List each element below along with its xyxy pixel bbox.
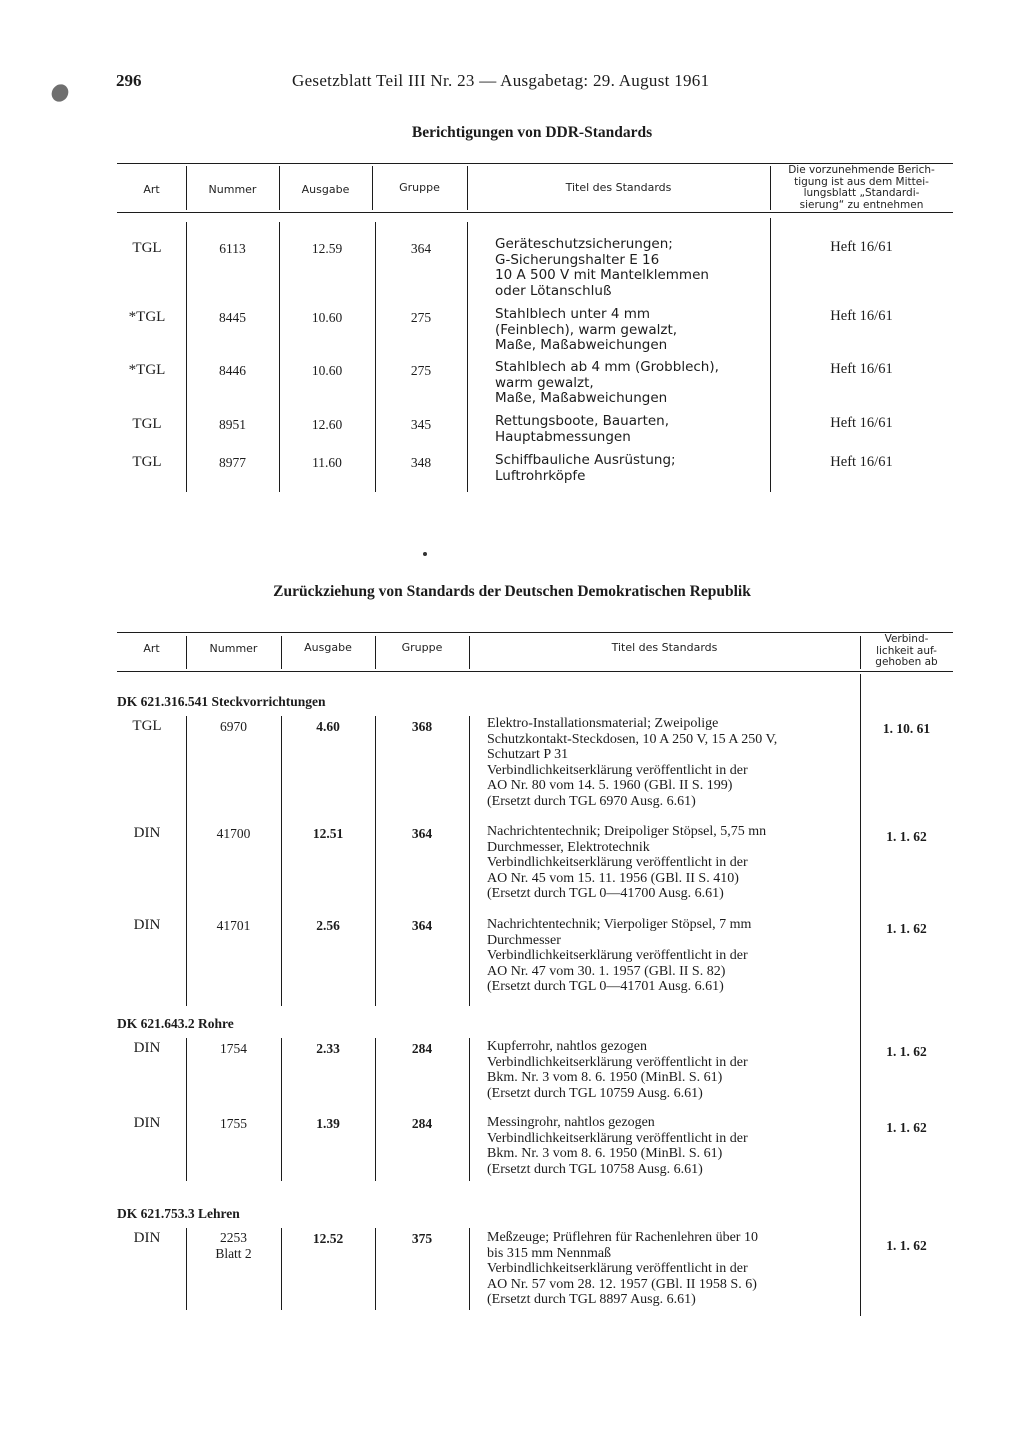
t2-titel-line: Verbindlichkeitserklärung veröffentlicht in der — [487, 1261, 748, 1276]
t2-titel-line: Schutzkontakt-Steckdosen, 10 A 250 V, 15 A 250 V, — [487, 731, 778, 747]
t2-titel-line: Nachrichtentechnik; Vierpoliger Stöpsel, 7 mm — [487, 917, 752, 932]
t2-g0-divider-3 — [375, 716, 376, 1006]
t1-cell-titel — [495, 237, 709, 299]
t2-cell-titel — [487, 716, 777, 809]
t1-cell-nummer: 8977 — [219, 455, 246, 470]
t2-g0-divider-1 — [186, 716, 187, 1006]
t2-cell-titel — [487, 917, 751, 995]
t2-titel-line: Meßzeuge; Prüflehren für Rachenlehren über 10 — [487, 1230, 758, 1245]
t2-cell-ausgabe: 12.51 — [312, 826, 344, 841]
t2-titel-line: Verbindlichkeitserklärung veröffentlicht in der — [487, 948, 748, 963]
t2-titel-line: Nachrichtentechnik; Dreipoliger Stöpsel, 5,75 mn — [487, 824, 767, 839]
t2-titel-line: Verbindlichkeitserklärung veröffentlicht in der — [487, 762, 748, 778]
t1-header-ausgabe: Ausgabe — [301, 183, 350, 196]
t2-titel-line: Verbindlichkeitserklärung veröffentlicht in der — [487, 1130, 748, 1146]
t2-cell-art: DIN — [133, 1040, 161, 1056]
t2-nummer-line: 1755 — [220, 1116, 247, 1131]
t1-header-heft-line: lungsblatt „Standardi- — [803, 187, 920, 199]
t2-header-titel: Titel des Standards — [611, 641, 718, 654]
t2-g0-divider-4 — [469, 716, 470, 1006]
table1-body-divider-1 — [186, 222, 187, 492]
t2-nummer-line: 41700 — [216, 826, 251, 841]
t2-header-verb-line: lichkeit auf- — [876, 644, 937, 657]
t2-cell-datum: 1. 10. 61 — [882, 721, 931, 736]
t2-cell-art: DIN — [133, 917, 161, 933]
t2-cell-titel — [487, 1039, 748, 1101]
t1-cell-titel — [495, 307, 677, 354]
t2-titel-line: bis 315 mm Nennmaß — [487, 1245, 612, 1261]
t1-titel-line: 10 A 500 V mit Mantelklemmen — [495, 267, 709, 283]
t2-titel-line: AO Nr. 45 vom 15. 11. 1956 (GBl. II S. 410) — [487, 870, 739, 886]
t2-titel-line: Schutzart P 31 — [487, 747, 569, 762]
t2-titel-line: Verbindlichkeitserklärung veröffentlicht in der — [487, 1054, 748, 1070]
t2-g2-divider-4 — [469, 1228, 470, 1310]
t2-nummer-line: Blatt 2 — [215, 1245, 252, 1261]
t2-cell-gruppe: 284 — [411, 1116, 433, 1131]
t2-g0-divider-2 — [281, 716, 282, 1006]
t2-header-verb-line: gehoben ab — [875, 656, 938, 668]
t1-cell-nummer: 8446 — [219, 363, 246, 378]
t1-header-titel: Titel des Standards — [565, 181, 672, 194]
t1-cell-gruppe: 348 — [410, 455, 432, 470]
t1-titel-line: Geräteschutzsicherungen; — [495, 236, 673, 252]
t1-cell-ausgabe: 10.60 — [311, 310, 343, 325]
t2-header-art: Art — [143, 642, 160, 655]
table1-body-divider-4 — [467, 222, 468, 492]
t2-cell-ausgabe: 2.56 — [316, 918, 340, 933]
t2-titel-line: (Ersetzt durch TGL 0—41700 Ausg. 6.61) — [487, 886, 724, 901]
t1-titel-line: Maße, Maßabweichungen — [495, 337, 668, 353]
t2-header-nummer: Nummer — [209, 642, 258, 655]
t1-titel-line: Stahlblech unter 4 mm — [495, 306, 651, 322]
t2-header-verb-line: Verbind- — [884, 633, 929, 645]
t2-cell-nummer — [186, 1116, 281, 1132]
t2-cell-ausgabe: 2.33 — [316, 1041, 340, 1056]
t1-cell-gruppe: 275 — [410, 363, 432, 378]
t2-cell-datum: 1. 1. 62 — [886, 921, 927, 936]
t1-cell-art: TGL — [132, 240, 162, 256]
t2-cell-titel — [487, 824, 766, 902]
scan-smudge — [48, 81, 71, 105]
t2-header-verb — [860, 634, 953, 669]
page-header-title: Gesetzblatt Teil III Nr. 23 — Ausgabetag: 29. August 1961 — [292, 71, 710, 90]
t1-header-nummer: Nummer — [208, 183, 257, 196]
t1-cell-art: *TGL — [128, 362, 166, 378]
table2-header-rule — [117, 671, 953, 672]
t2-cell-gruppe: 375 — [411, 1231, 433, 1246]
t1-cell-ausgabe: 12.60 — [311, 417, 343, 432]
t1-cell-ausgabe: 12.59 — [311, 241, 343, 256]
t1-cell-art: TGL — [132, 454, 162, 470]
t1-cell-gruppe: 345 — [410, 417, 432, 432]
t2-titel-line: Verbindlichkeitserklärung veröffentlicht in der — [487, 855, 748, 870]
t2-titel-line: Messingrohr, nahtlos gezogen — [487, 1115, 655, 1130]
t1-titel-line: (Feinblech), warm gewalzt, — [495, 321, 678, 338]
t1-cell-heft: Heft 16/61 — [830, 239, 893, 255]
t1-header-heft-line: tigung ist aus dem Mittei- — [794, 175, 929, 188]
t2-titel-line: Bkm. Nr. 3 vom 8. 6. 1950 (MinBl. S. 61) — [487, 1070, 723, 1085]
t1-cell-ausgabe: 10.60 — [311, 363, 343, 378]
dk-group-label: DK 621.316.541 Steckvorrichtungen — [117, 694, 326, 709]
t1-cell-titel — [495, 414, 669, 445]
t1-cell-heft: Heft 16/61 — [830, 454, 893, 470]
t2-cell-nummer — [186, 826, 281, 842]
t2-cell-titel — [487, 1230, 758, 1308]
section2-title: Zurückziehung von Standards der Deutschen Demokratischen Republik — [273, 583, 751, 600]
t2-titel-line: (Ersetzt durch TGL 0—41701 Ausg. 6.61) — [487, 979, 724, 994]
table2-top-rule — [117, 632, 953, 633]
t2-cell-gruppe: 364 — [411, 826, 433, 841]
t2-g1-divider-1 — [186, 1038, 187, 1181]
t1-cell-gruppe: 275 — [410, 310, 432, 325]
t1-titel-line: oder Lötanschluß — [495, 282, 612, 299]
dk-group-label: DK 621.753.3 Lehren — [117, 1206, 240, 1221]
t1-cell-art: TGL — [132, 416, 162, 432]
t2-cell-art: DIN — [133, 825, 161, 841]
scan-dot — [423, 552, 427, 556]
t1-cell-heft: Heft 16/61 — [830, 308, 893, 324]
t2-header-gruppe: Gruppe — [401, 641, 443, 654]
t2-cell-art: TGL — [132, 718, 162, 734]
t2-titel-line: (Ersetzt durch TGL 6970 Ausg. 6.61) — [487, 793, 696, 809]
t2-cell-ausgabe: 12.52 — [312, 1231, 344, 1246]
t2-cell-art: DIN — [133, 1115, 161, 1131]
table1-body-divider-2 — [279, 222, 280, 492]
t2-titel-line: AO Nr. 57 vom 28. 12. 1957 (GBl. II 1958 S. 6) — [487, 1276, 757, 1292]
t1-titel-line: Maße, Maßabweichungen — [495, 390, 668, 406]
t2-cell-nummer — [186, 1041, 281, 1057]
t1-cell-titel — [495, 360, 719, 407]
t2-titel-line: Bkm. Nr. 3 vom 8. 6. 1950 (MinBl. S. 61) — [487, 1146, 723, 1161]
t1-cell-gruppe: 364 — [410, 241, 432, 256]
t2-cell-nummer — [186, 719, 281, 735]
t2-cell-ausgabe: 4.60 — [316, 719, 340, 734]
t1-cell-nummer: 8951 — [219, 417, 246, 432]
t1-cell-nummer: 8445 — [219, 310, 246, 325]
t2-titel-line: Kupferrohr, nahtlos gezogen — [487, 1039, 647, 1054]
section1-title: Berichtigungen von DDR-Standards — [411, 124, 653, 141]
dk-group-label: DK 621.643.2 Rohre — [117, 1016, 234, 1031]
t2-cell-datum: 1. 1. 62 — [886, 1120, 927, 1135]
t1-cell-titel — [495, 453, 676, 484]
t2-titel-line: AO Nr. 47 vom 30. 1. 1957 (GBl. II S. 82) — [487, 963, 726, 979]
t2-titel-line: Durchmesser, Elektrotechnik — [487, 839, 650, 855]
page-number: 296 — [116, 71, 142, 90]
t2-nummer-line: 1754 — [220, 1041, 247, 1056]
t2-cell-nummer — [186, 918, 281, 934]
t2-g1-divider-3 — [375, 1038, 376, 1181]
t2-titel-line: Durchmesser — [487, 932, 561, 948]
t2-g1-divider-2 — [281, 1038, 282, 1181]
t1-titel-line: Luftrohrköpfe — [495, 467, 586, 484]
t2-cell-datum: 1. 1. 62 — [886, 1044, 927, 1059]
t2-cell-datum: 1. 1. 62 — [886, 1238, 927, 1253]
t1-header-heft-line: sierung“ zu entnehmen — [799, 198, 924, 211]
t1-header-gruppe: Gruppe — [399, 181, 440, 194]
t2-nummer-line: 41701 — [216, 918, 251, 933]
t1-titel-line: Stahlblech ab 4 mm (Grobblech), — [495, 359, 719, 375]
table2-verb-divider — [860, 674, 861, 1316]
t2-titel-line: AO Nr. 80 vom 14. 5. 1960 (GBl. II S. 199) — [487, 778, 733, 793]
t2-nummer-line: 2253 — [220, 1230, 247, 1245]
t1-cell-heft: Heft 16/61 — [830, 361, 893, 377]
t2-g1-divider-4 — [469, 1038, 470, 1181]
t1-titel-line: warm gewalzt, — [495, 374, 594, 391]
t2-cell-gruppe: 368 — [411, 719, 433, 734]
t2-cell-datum: 1. 1. 62 — [886, 829, 927, 844]
t1-cell-art: *TGL — [128, 309, 166, 325]
t2-cell-nummer — [186, 1230, 281, 1261]
t1-cell-heft: Heft 16/61 — [830, 415, 893, 431]
t2-titel-line: (Ersetzt durch TGL 10758 Ausg. 6.61) — [487, 1161, 703, 1177]
t1-titel-line: G-Sicherungshalter E 16 — [495, 251, 660, 268]
t2-nummer-line: 6970 — [220, 719, 247, 734]
t1-header-heft-line: Die vorzunehmende Berich- — [788, 164, 935, 176]
t2-titel-line: (Ersetzt durch TGL 8897 Ausg. 6.61) — [487, 1292, 696, 1307]
table1-header-rule — [117, 212, 953, 213]
t2-header-ausgabe: Ausgabe — [304, 641, 352, 654]
t1-titel-line: Hauptabmessungen — [495, 428, 631, 445]
t2-cell-titel — [487, 1115, 748, 1177]
t2-cell-ausgabe: 1.39 — [316, 1116, 340, 1131]
t2-titel-line: (Ersetzt durch TGL 10759 Ausg. 6.61) — [487, 1085, 703, 1101]
t2-cell-gruppe: 284 — [411, 1041, 433, 1056]
t2-titel-line: Elektro-Installationsmaterial; Zweipolige — [487, 716, 719, 731]
t1-titel-line: Rettungsboote, Bauarten, — [495, 413, 670, 429]
t1-header-art: Art — [143, 183, 160, 196]
table1-body-divider-3 — [375, 222, 376, 492]
t2-cell-gruppe: 364 — [411, 918, 433, 933]
table1-body-divider-5 — [770, 218, 771, 492]
t1-titel-line: Schiffbauliche Ausrüstung; — [495, 452, 676, 468]
t1-cell-ausgabe: 11.60 — [312, 455, 342, 470]
t1-header-heft — [770, 165, 953, 211]
t2-cell-art: DIN — [133, 1230, 161, 1246]
t1-cell-nummer: 6113 — [219, 241, 246, 256]
